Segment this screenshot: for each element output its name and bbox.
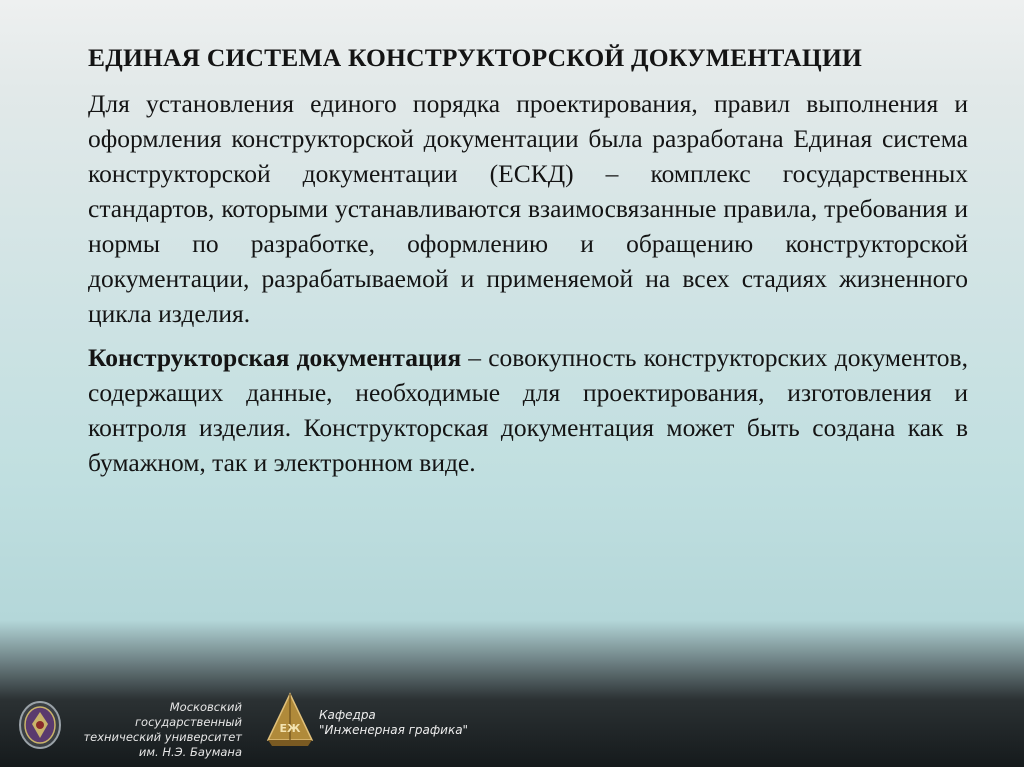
definition-term: Конструкторская документация <box>88 343 462 372</box>
department-line-1: Кафедра <box>319 708 376 722</box>
footer <box>0 680 1024 767</box>
university-emblem-icon <box>18 700 62 750</box>
definition-text: – совокупность конструкторских документов, содержащих данные, необходимые для проектирования, изготовления и контроля изделия. Конструкторская документация может быть создана как в бумажном, так и электронном виде. <box>88 343 968 477</box>
logo-letters: ЕЖ <box>279 722 301 735</box>
slide-content <box>88 42 968 489</box>
university-name <box>62 700 242 760</box>
university-line-1: Московский государственный <box>135 700 242 729</box>
paragraph-eskd: Для установления единого порядка проектирования, правил выполнения и оформления конструкторской документации была разработана Единая система конструкторской документации (ЕСКД) – комплекс государственных стандартов, которыми устанавливаются взаимосвязанные правила, требования и нормы по разработке, оформлению и обращению конструкторской документации, разрабатываемой и применяемой на всех стадиях жизненного цикла изделия. <box>88 89 968 328</box>
department-logo-icon <box>264 692 316 748</box>
department-name <box>319 708 468 738</box>
university-line-2: технический университет <box>83 730 242 744</box>
department-line-2: "Инженерная графика" <box>319 723 469 737</box>
university-line-3: им. Н.Э. Баумана <box>138 745 242 759</box>
slide-title: ЕДИНАЯ СИСТЕМА КОНСТРУКТОРСКОЙ ДОКУМЕНТАЦИИ <box>88 43 863 72</box>
paragraph-definition <box>88 340 968 480</box>
